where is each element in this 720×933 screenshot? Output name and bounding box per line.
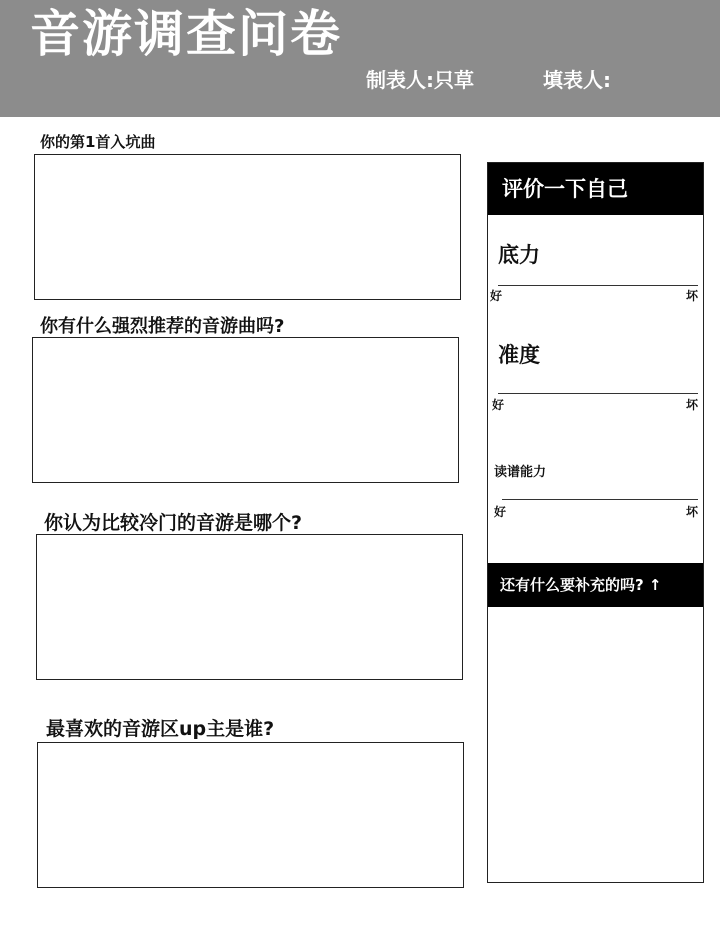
question-3-answer-box[interactable] [36,534,463,680]
question-4-answer-box[interactable] [37,742,464,888]
extra-comments-title: 还有什么要补充的吗? ↑ [488,563,703,607]
rating-label-accuracy: 准度 [498,343,540,367]
rating-bad-label: 坏 [686,289,699,303]
self-evaluation-panel [487,162,704,883]
question-2-label: 你有什么强烈推荐的音游曲吗? [40,316,285,337]
extra-comments-area[interactable] [488,607,703,881]
question-1-label: 你的第1首入坑曲 [40,133,156,151]
rating-good-label: 好 [494,505,507,519]
rating-scale-sight-reading[interactable] [502,499,698,500]
page-title: 音游调查问卷 [30,5,342,63]
rating-scale-accuracy[interactable] [498,393,698,394]
maker-label: 制表人:只草 [366,68,474,92]
header-banner [0,0,720,117]
rating-good-label: 好 [490,289,503,303]
rating-scale-strength[interactable] [498,285,698,286]
rating-good-label: 好 [492,398,505,412]
question-4-label: 最喜欢的音游区up主是谁? [46,718,275,740]
rating-bad-label: 坏 [686,505,699,519]
rating-bad-label: 坏 [686,398,699,412]
filler-label: 填表人: [543,68,611,92]
question-1-answer-box[interactable] [34,154,461,300]
rating-label-strength: 底力 [498,243,540,267]
self-evaluation-title: 评价一下自己 [488,163,703,215]
rating-label-sight-reading: 读谱能力 [494,465,547,480]
question-2-answer-box[interactable] [32,337,459,483]
question-3-label: 你认为比较冷门的音游是哪个? [44,512,303,534]
